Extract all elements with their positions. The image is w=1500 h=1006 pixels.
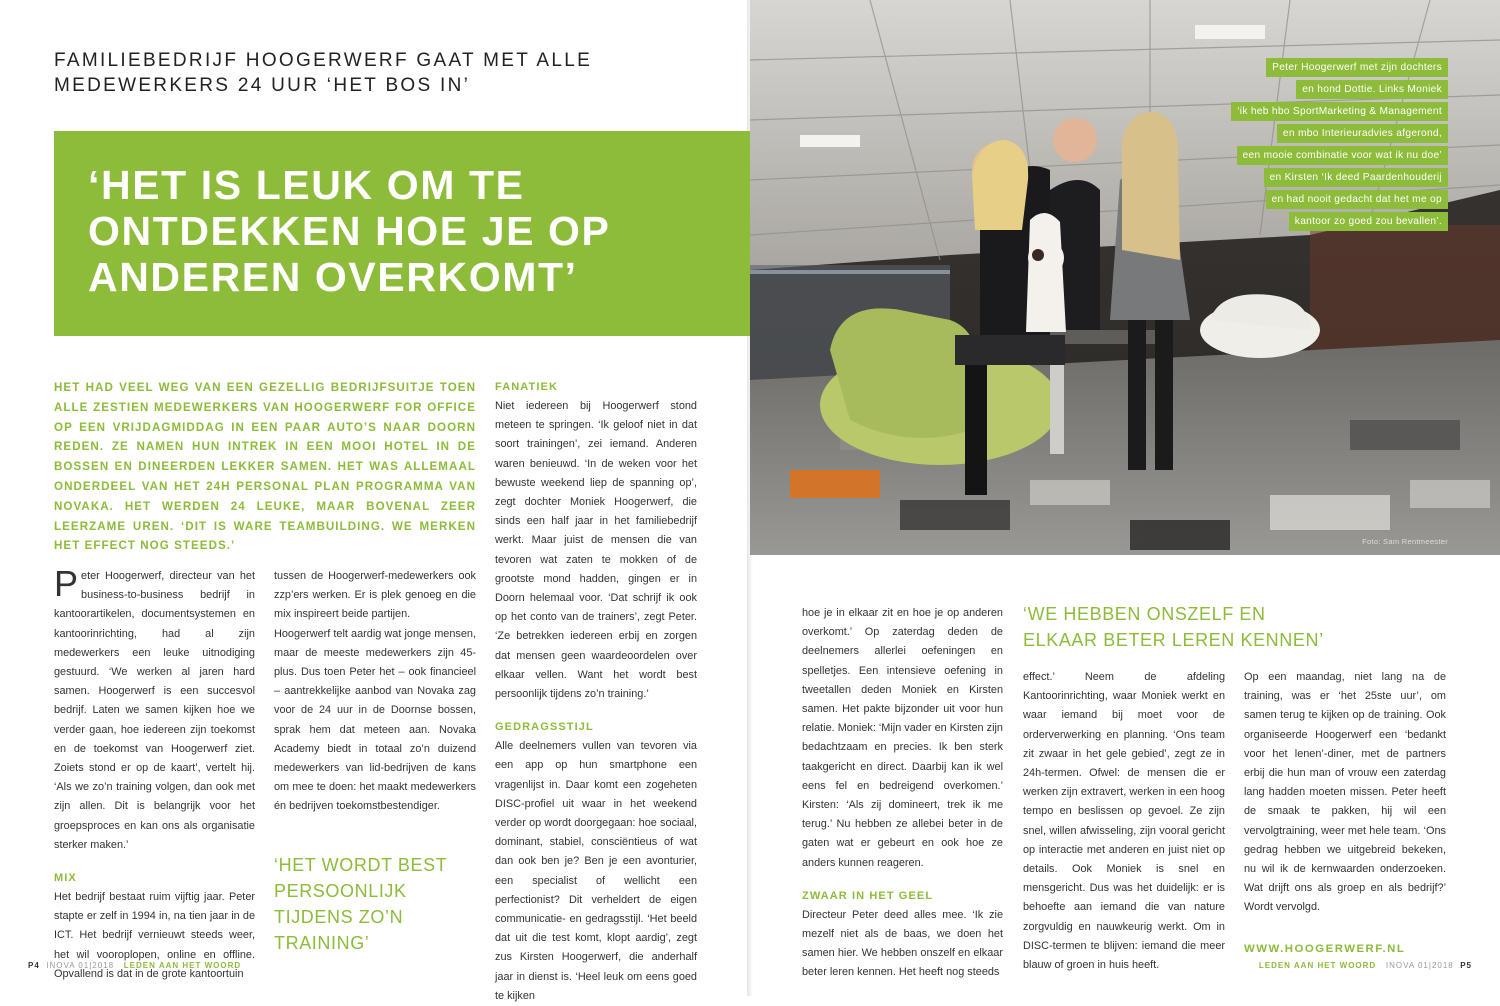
photo-credit: Foto: Sam Rentmeester <box>1362 537 1448 546</box>
article-column-2 <box>274 567 476 817</box>
article-column-5 <box>1023 668 1225 975</box>
section-name: LEDEN AAN HET WOORD <box>123 961 242 970</box>
paragraph: Alle deelnemers vullen van tevoren via een app op hun smartphone een vragenlijst in. Daar komt een zogeheten DISC-profiel uit waar in het weekend verder op wordt doorgegaan: hoe sociaal, dominant, stabiel, consciëntieus of wat dan ook ben je? Ben je een avonturier, een specialist of wellicht een perfectionist? Dit verheldert de eigen communicatie- en gedragsstijl. ‘Het beeld dat uit die test komt, klopt aardig’, zegt zus Kirsten Hoogerwerf, die anderhalf jaar in dienst is. ‘Heel leuk om eens goed te kijken <box>495 740 697 1002</box>
footer-right <box>1259 961 1472 970</box>
website-link[interactable]: WWW.HOOGERWERF.NL <box>1244 942 1406 955</box>
paragraph: hoe je in elkaar zit en hoe je op anderen overkomt.’ Op zaterdag deden de deelnemers allerlei oefeningen en spelletjes. Een intensieve oefening in tweetallen deden Moniek en Kirsten samen. Het pakte bijzonder uit voor hun relatie. Moniek: ‘Mijn vader en Kirsten zijn bedachtzaam en precies. Ik ben sterk taakgericht en direct. Daarbij kan ik wel eens fel en bedreigend overkomen.’ Kirsten: ‘Als zij domineert, trek ik me terug.’ Nu hebben ze allebei beter in de gaten wat er gebeurt en ook hoe ze anders kunnen reageren. <box>802 607 1003 869</box>
paragraph: Directeur Peter deed alles mee. ‘Ik zie mezelf niet als de baas, we doen het samen hier. We hebben onszelf en elkaar beter leren kennen. Het heeft nog steeds <box>802 908 1003 979</box>
section-name: LEDEN AAN HET WOORD <box>1258 961 1377 970</box>
caption-line: een mooie combinatie voor wat ik nu doe’ <box>1237 146 1448 165</box>
subheading-zwaar-in-het-geel: ZWAAR IN HET GEEL <box>802 889 934 902</box>
article-column-6 <box>1244 668 1446 959</box>
caption-line: en mbo Interieuradvies afgerond, <box>1277 124 1448 143</box>
subheading-gedragsstijl: GEDRAGSSTIJL <box>495 721 594 734</box>
subheading-mix: MIX <box>54 872 77 885</box>
caption-line: en had nooit gedacht dat het me op <box>1266 190 1449 209</box>
subheading-fanatiek: FANATIEK <box>495 381 558 393</box>
magazine-issue: INOVA 01|2018 <box>1385 961 1454 970</box>
paragraph: tussen de Hoogerwerf-medewerkers ook zzp’ers werken. Er is plek genoeg en die mix inspireert beide partijen. <box>274 570 476 621</box>
pull-quote-right: ‘WE HEBBEN ONSZELF EN ELKAAR BETER LEREN KENNEN’ <box>1023 604 1324 650</box>
article-column-4 <box>802 604 1003 983</box>
caption-line: en Kirsten ‘Ik deed Paardenhouderij <box>1264 168 1448 187</box>
headline: ‘HET IS LEUK OM TE ONTDEKKEN HOE JE OP ANDEREN OVERKOMT’ <box>88 162 610 300</box>
caption-line: en hond Dottie. Links Moniek <box>1296 80 1448 99</box>
footer-left <box>28 961 241 970</box>
photo-caption <box>1231 57 1448 233</box>
page-number: P4 <box>28 961 40 970</box>
article-column-3 <box>495 378 697 1006</box>
article-column-1 <box>54 563 255 984</box>
intro-paragraph: HET HAD VEEL WEG VAN EEN GEZELLIG BEDRIJFSUITJE TOEN ALLE ZESTIEN MEDEWERKERS VAN HOOGERWERF FOR OFFICE OP EEN VRIJDAGMIDDAG IN EEN PAAR AUTO’S NAAR DOORN REDEN. ZE NAMEN HUN INTREK IN EEN MOOI HOTEL IN DE BOSSEN EN DINEERDEN LEKKER SAMEN. HET WAS ALLEMAAL ONDERDEEL VAN HET 24H PERSONAL PLAN PROGRAMMA VAN NOVAKA. HET WERDEN 24 LEUKE, MAAR BOVENAL ZEER LEERZAME UREN. ‘DIT IS WARE TEAMBUILDING. WE MERKEN HET EFFECT NOG STEEDS.’ <box>54 381 476 553</box>
paragraph: Hoogerwerf telt aardig wat jonge mensen, maar de meeste medewerkers zijn 45-plus. Dus toen Peter het – ook financieel – aantrekkelijke aanbod van Novaka zag voor de 24 uur in de Doornse bossen, sprak hem dat meteen aan. Novaka Academy biedt in totaal zo’n duizend medewerkers van lid-bedrijven de kans om mee te doen: het maakt medewerkers én bedrijven toekomstbestendiger. <box>274 627 476 813</box>
page-number: P5 <box>1460 961 1472 970</box>
caption-line: Peter Hoogerwerf met zijn dochters <box>1266 58 1448 77</box>
caption-line: ‘ik heb hbo SportMarketing & Management <box>1231 102 1448 121</box>
kicker-title: FAMILIEBEDRIJF HOOGERWERF GAAT MET ALLE MEDEWERKERS 24 UUR ‘HET BOS IN’ <box>54 50 593 96</box>
paragraph: Het bedrijf bestaat ruim vijftig jaar. Peter stapte er zelf in 1994 in, na tien jaar in de ICT. Het bedrijf vernieuwt steeds weer, het wil vooroplopen, online en offline. Opvallend is dat in de grote kantoortuin <box>54 891 255 980</box>
paragraph: Op een maandag, niet lang na de training, was er ‘het 25ste uur’, om samen terug te kijken op de training. Ook organiseerde Hoogerwerf een ‘bedankt voor het lenen’-diner, met de partners erbij die hun man of vrouw een zaterdag lang hadden moeten missen. Peter heeft de smaak te pakken, hij wil een vervolgtraining, weer met hele team. ‘Ons gedrag hebben we uitgebreid bekeken, nu wil ik de kernwaarden onderzoeken. Wat drijft ons als groep en als bedrijf?’ Wordt vervolgd. <box>1244 671 1446 914</box>
paragraph: eter Hoogerwerf, directeur van het business-to-business bedrijf in kantoorartikelen, documentsystemen en kantoorinrichting, had al zijn medewerkers een leuke uitnodiging gestuurd. ‘We werken al jaren hard samen. Hoogerwerf is een succesvol bedrijf. Laten we samen kijken hoe we verder gaan, hoe iedereen zijn toekomst en de toekomst van Hoogerwerf ziet. Zoiets stond er op de kaart’, vertelt hij. ‘Als we zo’n training volgen, dan ook met zijn allen. Dit is belangrijk voor het groepsproces en kan ons als organisatie sterker maken.’ <box>54 570 255 851</box>
drop-cap: P <box>54 563 79 604</box>
magazine-issue: INOVA 01|2018 <box>46 961 115 970</box>
paragraph: Niet iedereen bij Hoogerwerf stond meteen te springen. ‘Ik geloof niet in dat soort trainingen’, zei iemand. Anderen waren benieuwd. ‘In de weken voor het bewuste weekend liep de spanning op’, zegt dochter Moniek Hoogerwerf, die sinds een half jaar in het familiebedrijf werkt. Maar juist de mensen die van tevoren wat zaten te mokken of de grootste mond hadden, gingen er in Doorn helemaal voor. ‘Dat schrijf ik ook op het conto van de trainers’, zegt Peter. ‘Ze betrekken iedereen erbij en zorgen dat mensen geen waardeoordelen over elkaar vellen. Want het wordt best persoonlijk tijdens zo’n training.’ <box>495 400 697 701</box>
paragraph: effect.’ Neem de afdeling Kantoorinrichting, waar Moniek werkt en waar iemand bij moet voor de orderverwerking en planning. ‘Ons team zit zwaar in het gele gebied’, zegt ze in 24h-termen. Ofwel: de mensen die er werken zijn extravert, werken in een hoog tempo en beslissen op gevoel. Ze zijn snel, willen afwisseling, zijn vooral gericht op interactie met anderen en juist niet op details. Ook Moniek is snel en mensgericht. Dus was het duidelijk: er is behoefte aan iemand die van nature zorgvuldig en nauwkeurig werkt. Om in DISC-termen te blijven: iemand die meer blauw of groen in huis heeft. <box>1023 671 1225 972</box>
pull-quote: ‘HET WORDT BEST PERSOONLIJK TIJDENS ZO’N TRAINING’ <box>274 855 448 953</box>
caption-line: kantoor zo goed zou bevallen’. <box>1289 212 1448 231</box>
